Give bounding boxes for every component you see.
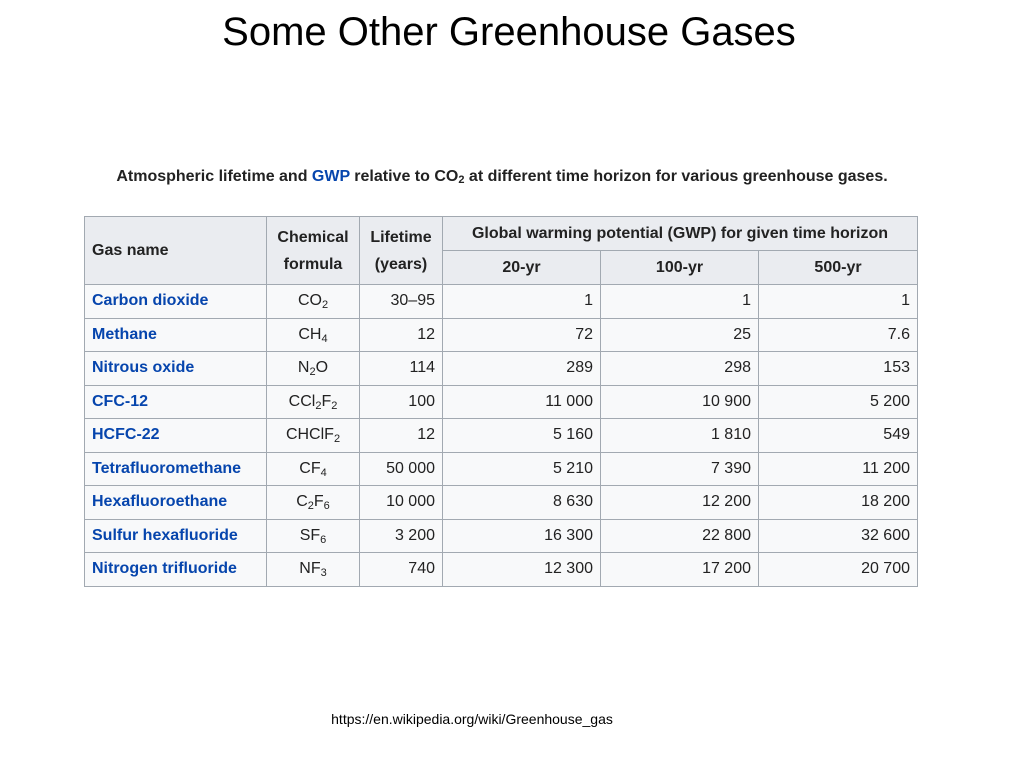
formula-subscript: 6 — [320, 533, 327, 546]
gas-name-link[interactable]: Nitrogen trifluoride — [85, 553, 267, 587]
header-gwp-group: Global warming potential (GWP) for given time horizon — [443, 217, 918, 251]
gas-name-link[interactable]: Nitrous oxide — [85, 352, 267, 386]
header-chemical-formula: Chemical formula — [267, 217, 360, 285]
gwp-20yr-value: 16 300 — [443, 519, 601, 553]
chemical-formula — [267, 452, 360, 486]
gwp-20yr-value: 12 300 — [443, 553, 601, 587]
gwp-100yr-value: 1 810 — [601, 419, 759, 453]
lifetime-value: 50 000 — [360, 452, 443, 486]
gwp-100yr-value: 12 200 — [601, 486, 759, 520]
chemical-formula — [267, 486, 360, 520]
formula-subscript: 2 — [309, 366, 316, 379]
gwp-20yr-value: 289 — [443, 352, 601, 386]
caption-text-2: relative to CO — [349, 168, 459, 185]
gas-name-link[interactable]: Tetrafluoromethane — [85, 452, 267, 486]
table-row — [85, 519, 918, 553]
lifetime-value: 12 — [360, 419, 443, 453]
lifetime-value: 740 — [360, 553, 443, 587]
gwp-20yr-value: 1 — [443, 285, 601, 319]
gwp-100yr-value: 7 390 — [601, 452, 759, 486]
chemical-formula — [267, 519, 360, 553]
table-row — [85, 553, 918, 587]
gwp-500yr-value: 5 200 — [759, 385, 918, 419]
gwp-500yr-value: 7.6 — [759, 318, 918, 352]
formula-subscript: 2 — [333, 433, 341, 446]
gwp-link[interactable]: GWP — [311, 168, 350, 185]
table-row — [85, 352, 918, 386]
caption-text-1: Atmospheric lifetime and — [116, 168, 312, 185]
formula-subscript: 2 — [331, 399, 338, 412]
table-row — [85, 318, 918, 352]
lifetime-value: 100 — [360, 385, 443, 419]
gwp-100yr-value: 22 800 — [601, 519, 759, 553]
lifetime-value: 30–95 — [360, 285, 443, 319]
table-row — [85, 486, 918, 520]
gwp-20yr-value: 5 210 — [443, 452, 601, 486]
gwp-20yr-value: 11 000 — [443, 385, 601, 419]
gwp-100yr-value: 17 200 — [601, 553, 759, 587]
gwp-500yr-value: 1 — [759, 285, 918, 319]
gas-name-link[interactable]: Carbon dioxide — [85, 285, 267, 319]
gas-name-link[interactable]: Methane — [85, 318, 267, 352]
chemical-formula — [267, 318, 360, 352]
source-url[interactable]: https://en.wikipedia.org/wiki/Greenhouse_gas — [331, 711, 613, 727]
formula-part: F — [321, 392, 332, 410]
gwp-20yr-value: 5 160 — [443, 419, 601, 453]
gwp-100yr-value: 1 — [601, 285, 759, 319]
formula-subscript: 2 — [315, 399, 322, 412]
lifetime-value: 114 — [360, 352, 443, 386]
formula-part: CHClF — [285, 426, 334, 444]
table-body — [85, 285, 918, 587]
formula-part: N — [297, 359, 310, 377]
gwp-table — [84, 216, 918, 587]
gwp-500yr-value: 549 — [759, 419, 918, 453]
gas-name-link[interactable]: CFC-12 — [85, 385, 267, 419]
chemical-formula — [267, 352, 360, 386]
gas-name-link[interactable]: Hexafluoroethane — [85, 486, 267, 520]
header-gas-name: Gas name — [85, 217, 267, 285]
lifetime-value: 10 000 — [360, 486, 443, 520]
header-20-yr: 20-yr — [443, 251, 601, 285]
formula-part: F — [313, 493, 324, 511]
formula-part: SF — [299, 526, 321, 544]
gas-name-link[interactable]: HCFC-22 — [85, 419, 267, 453]
caption-text-3: at different time horizon for various greenhouse gases. — [464, 168, 888, 185]
formula-part: O — [315, 359, 329, 377]
header-100-yr: 100-yr — [601, 251, 759, 285]
formula-subscript: 2 — [307, 500, 314, 513]
gwp-500yr-value: 18 200 — [759, 486, 918, 520]
table-row — [85, 452, 918, 486]
table-row — [85, 285, 918, 319]
lifetime-value: 12 — [360, 318, 443, 352]
formula-subscript: 3 — [320, 567, 327, 580]
chemical-formula — [267, 285, 360, 319]
chemical-formula — [267, 385, 360, 419]
gwp-20yr-value: 8 630 — [443, 486, 601, 520]
table-row — [85, 385, 918, 419]
formula-part: CF — [299, 459, 321, 477]
header-lifetime: Lifetime (years) — [360, 217, 443, 285]
formula-part: NF — [299, 560, 321, 578]
table-caption — [85, 163, 919, 191]
gwp-100yr-value: 298 — [601, 352, 759, 386]
formula-part: CCl — [288, 392, 316, 410]
table-row — [85, 419, 918, 453]
gwp-100yr-value: 10 900 — [601, 385, 759, 419]
lifetime-value: 3 200 — [360, 519, 443, 553]
gwp-500yr-value: 153 — [759, 352, 918, 386]
chemical-formula — [267, 553, 360, 587]
formula-subscript: 2 — [321, 299, 329, 312]
formula-subscript: 4 — [321, 332, 328, 345]
slide-title: Some Other Greenhouse Gases — [222, 10, 796, 54]
header-500-yr: 500-yr — [759, 251, 918, 285]
formula-subscript: 6 — [323, 500, 330, 513]
gwp-500yr-value: 32 600 — [759, 519, 918, 553]
formula-part: CO — [297, 292, 322, 310]
gwp-20yr-value: 72 — [443, 318, 601, 352]
gwp-100yr-value: 25 — [601, 318, 759, 352]
formula-part: C — [296, 493, 308, 511]
gwp-500yr-value: 20 700 — [759, 553, 918, 587]
gas-name-link[interactable]: Sulfur hexafluoride — [85, 519, 267, 553]
caption-subscript: 2 — [458, 174, 465, 186]
formula-subscript: 4 — [320, 466, 327, 479]
gwp-500yr-value: 11 200 — [759, 452, 918, 486]
formula-part: CH — [298, 325, 322, 343]
chemical-formula — [267, 419, 360, 453]
